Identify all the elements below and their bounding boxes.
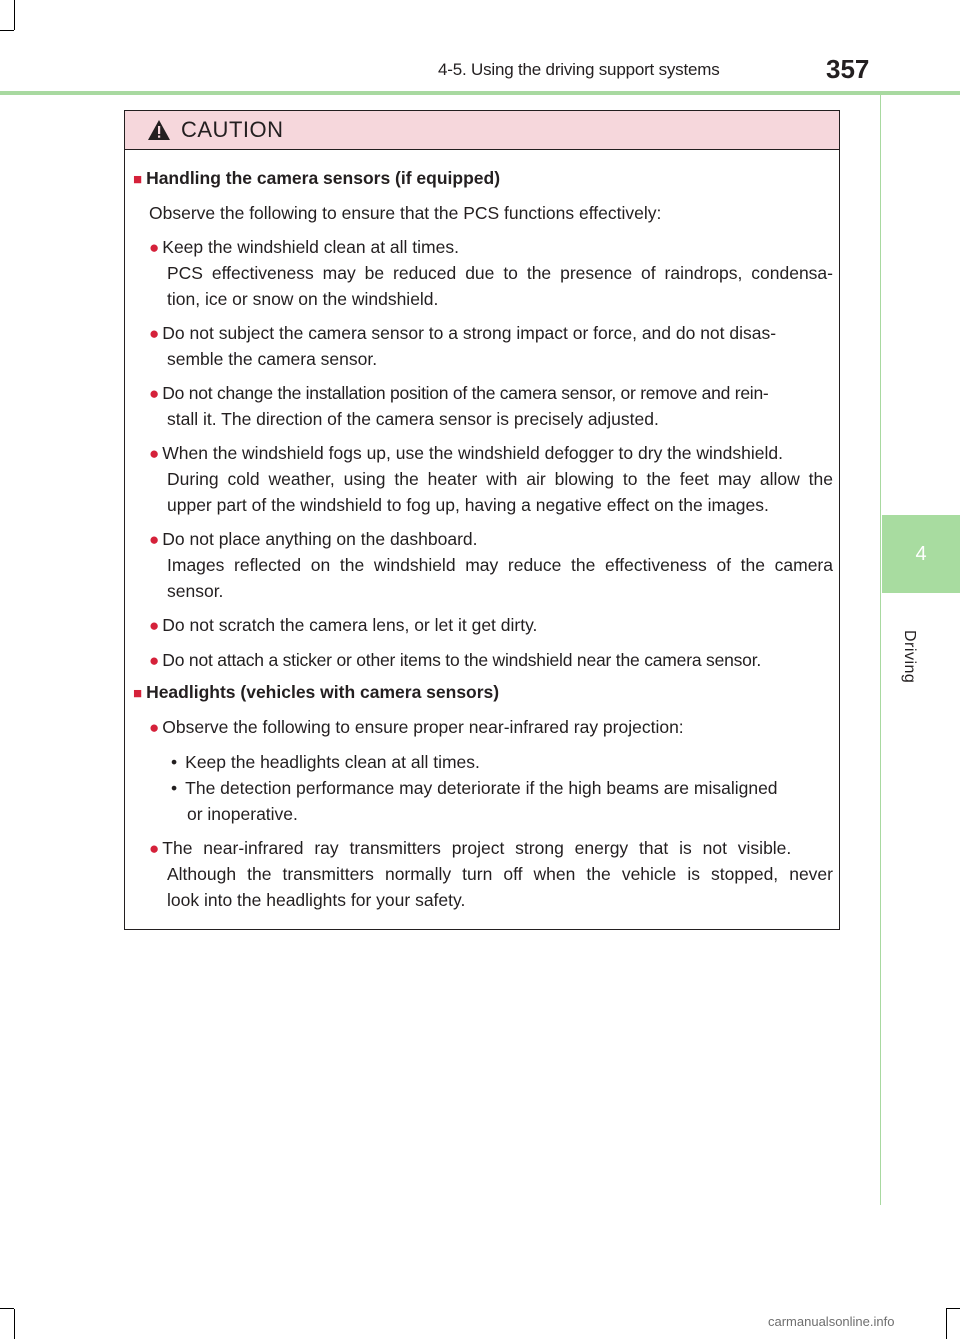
- square-bullet-icon: ■: [133, 685, 143, 702]
- sub-list-item-text: The detection performance may deteriorate if the high beams are misaligned: [185, 778, 778, 798]
- section-heading-text: Headlights (vehicles with camera sensors): [146, 682, 500, 702]
- chapter-label: Driving: [901, 630, 918, 684]
- sub-list-item-text: Keep the headlights clean at all times.: [185, 752, 480, 772]
- list-item-text: tion, ice or snow on the windshield.: [167, 289, 439, 309]
- list-item: [149, 714, 684, 741]
- round-bullet-icon: ●: [149, 384, 160, 403]
- list-item-text: PCS effectiveness may be reduced due to the presence of raindrops, condensa-: [167, 263, 833, 283]
- list-item-text: Keep the windshield clean at all times.: [162, 237, 459, 257]
- list-item: [149, 234, 459, 261]
- sub-list-item: [171, 749, 480, 775]
- round-bullet-icon: ●: [149, 238, 160, 257]
- chapter-tab[interactable]: [882, 515, 960, 593]
- round-bullet-icon: ●: [149, 444, 160, 463]
- section-heading: [133, 165, 500, 193]
- round-bullet-icon: ●: [149, 839, 160, 858]
- list-item-text: Do not change the installation position of the camera sensor, or remove and rein-: [162, 383, 769, 403]
- caution-box: [124, 110, 840, 930]
- list-item: [149, 526, 478, 553]
- list-item-text: The near-infrared ray transmitters project strong energy that is not visible.: [162, 838, 792, 858]
- crop-mark: [946, 1309, 947, 1339]
- round-bullet-icon: ●: [149, 616, 160, 635]
- list-item-text: Observe the following to ensure proper near-infrared ray projection:: [162, 717, 684, 737]
- caution-title: CAUTION: [181, 117, 284, 142]
- list-item: [149, 647, 761, 674]
- list-item: [149, 380, 769, 407]
- crop-mark: [0, 1308, 14, 1309]
- crop-mark: [14, 0, 15, 30]
- dot-bullet-icon: •: [171, 778, 178, 798]
- list-item-text: sensor.: [167, 581, 224, 601]
- list-item: [149, 320, 833, 347]
- list-item-text: When the windshield fogs up, use the windshield defogger to dry the windshield.: [162, 443, 783, 463]
- caution-header: [125, 111, 839, 150]
- round-bullet-icon: ●: [149, 718, 160, 737]
- section-heading-text: Handling the camera sensors (if equipped): [146, 168, 501, 188]
- watermark: carmanualsonline.info: [768, 1314, 895, 1329]
- list-item-text: Do not attach a sticker or other items to the windshield near the camera sensor.: [162, 650, 762, 670]
- list-item: [149, 612, 537, 639]
- round-bullet-icon: ●: [149, 324, 160, 343]
- crop-mark: [14, 1309, 15, 1339]
- section-heading: [133, 679, 499, 707]
- warning-triangle-icon: [147, 119, 171, 141]
- crop-mark: [946, 1308, 960, 1309]
- chapter-number: 4: [915, 542, 927, 565]
- crop-mark: [0, 30, 14, 31]
- list-item-text: stall it. The direction of the camera sensor is precisely adjusted.: [167, 409, 659, 429]
- list-item-text: look into the headlights for your safety.: [167, 890, 466, 910]
- page-number: 357: [826, 54, 870, 84]
- sub-list-item-text: or inoperative.: [187, 804, 298, 824]
- sub-list-item: [171, 775, 778, 801]
- list-item-text: semble the camera sensor.: [167, 349, 378, 369]
- round-bullet-icon: ●: [149, 530, 160, 549]
- list-item-text: Although the transmitters normally turn off when the vehicle is stopped, never: [167, 864, 833, 884]
- section-intro: Observe the following to ensure that the PCS functions effectively:: [149, 203, 662, 223]
- round-bullet-icon: ●: [149, 651, 160, 670]
- list-item-text: Images reflected on the windshield may reduce the effectiveness of the camera: [167, 555, 833, 575]
- header-rule: [0, 91, 960, 95]
- square-bullet-icon: ■: [133, 171, 143, 188]
- list-item-text: Do not scratch the camera lens, or let it get dirty.: [162, 615, 538, 635]
- dot-bullet-icon: •: [171, 752, 178, 772]
- list-item-text: Do not place anything on the dashboard.: [162, 529, 478, 549]
- list-item: [149, 440, 783, 467]
- section-title: 4-5. Using the driving support systems: [438, 60, 720, 79]
- list-item-text: Do not subject the camera sensor to a strong impact or force, and do not disas-: [162, 323, 777, 343]
- list-item-text: During cold weather, using the heater with air blowing to the feet may allow the: [167, 469, 833, 489]
- list-item: [149, 835, 833, 862]
- list-item-text: upper part of the windshield to fog up, having a negative effect on the images.: [167, 495, 769, 515]
